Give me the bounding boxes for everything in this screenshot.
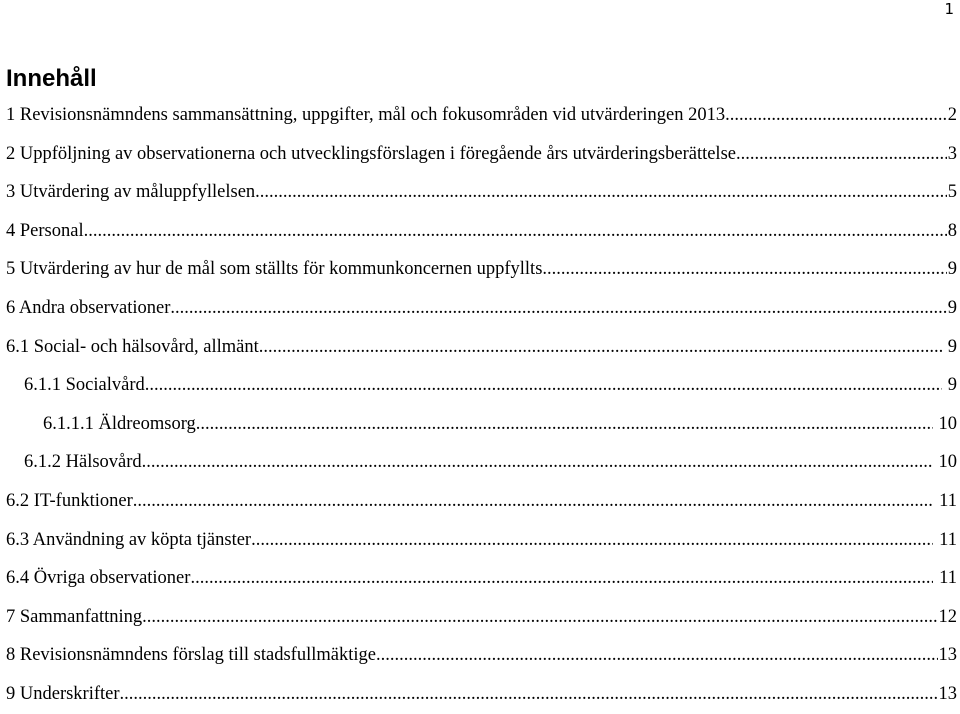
toc-entry-title: 2 Uppföljning av observationerna och utvecklingsförslagen i föregående års utvärderingsberättelse bbox=[6, 143, 736, 164]
toc-entry-page: 11 bbox=[939, 490, 957, 511]
toc-entry[interactable] bbox=[6, 559, 957, 598]
toc-entry[interactable] bbox=[6, 173, 957, 212]
toc-entry[interactable] bbox=[6, 328, 957, 367]
toc-entry-title: 9 Underskrifter bbox=[6, 683, 120, 704]
toc-entry-page: 12 bbox=[938, 606, 957, 627]
toc-entry-title: 6.1.1 Socialvård bbox=[24, 375, 145, 396]
toc-entry[interactable] bbox=[6, 135, 957, 174]
toc-dot-leader bbox=[725, 96, 947, 135]
page-number: 1 bbox=[944, 0, 954, 18]
toc-entry[interactable] bbox=[6, 366, 957, 405]
toc-dot-leader bbox=[736, 135, 947, 174]
toc-entry-page: 13 bbox=[938, 683, 957, 704]
toc-dot-leader bbox=[142, 598, 937, 637]
toc-entry-page: 2 bbox=[947, 105, 957, 125]
toc-entry-title: 6.1 Social- och hälsovård, allmänt bbox=[6, 336, 259, 357]
toc-entry[interactable] bbox=[6, 250, 957, 289]
toc-entry-title: 6.1.1.1 Äldreomsorg bbox=[43, 413, 196, 434]
toc-entry-page: 5 bbox=[947, 182, 957, 203]
toc-dot-leader bbox=[142, 443, 933, 482]
toc-entry-title: 7 Sammanfattning bbox=[6, 606, 143, 627]
toc-entry-title: 6.4 Övriga observationer bbox=[6, 568, 191, 589]
toc-entry[interactable] bbox=[6, 405, 957, 444]
toc-entry[interactable] bbox=[6, 443, 957, 482]
toc-entry-title: 6.1.2 Hälsovård bbox=[24, 452, 142, 473]
toc-entry-title: 1 Revisionsnämndens sammansättning, uppgifter, mål och fokusområden vid utvärderingen 2013 bbox=[6, 105, 726, 125]
toc-entry-title: 8 Revisionsnämndens förslag till stadsfullmäktige bbox=[6, 645, 376, 666]
toc-dot-leader bbox=[251, 521, 933, 560]
toc-dot-leader bbox=[145, 366, 942, 405]
toc-entry[interactable] bbox=[6, 636, 957, 675]
toc-entry[interactable] bbox=[6, 96, 957, 135]
toc-entry[interactable] bbox=[6, 212, 957, 251]
toc-entry-page: 11 bbox=[939, 568, 957, 589]
toc-entry[interactable] bbox=[6, 675, 957, 714]
toc-entry[interactable] bbox=[6, 482, 957, 521]
toc-entry-page: 9 bbox=[947, 297, 957, 318]
toc-entry-title: 6.3 Användning av köpta tjänster bbox=[6, 529, 252, 550]
toc-entry-page: 9 bbox=[947, 375, 957, 396]
toc-title: Innehåll bbox=[6, 65, 97, 92]
toc-entry-page: 10 bbox=[938, 413, 957, 434]
toc-entry-title: 5 Utvärdering av hur de mål som ställts för kommunkoncernen uppfyllts bbox=[6, 259, 543, 280]
toc-entry-title: 6.2 IT-funktioner bbox=[6, 490, 133, 511]
toc-dot-leader bbox=[376, 636, 938, 675]
toc-dot-leader bbox=[255, 173, 947, 212]
toc-entry-page: 3 bbox=[947, 143, 957, 164]
toc-entry-page: 8 bbox=[947, 220, 957, 241]
toc-entry-page: 13 bbox=[938, 645, 957, 666]
toc-entry-title: 6 Andra observationer bbox=[6, 297, 171, 318]
toc-entry-page: 10 bbox=[938, 452, 957, 473]
toc-entry-page: 9 bbox=[947, 259, 957, 280]
toc-entry-title: 4 Personal bbox=[6, 220, 84, 241]
toc-dot-leader bbox=[133, 482, 933, 521]
toc-entry[interactable] bbox=[6, 598, 957, 637]
toc-entry-title: 3 Utvärdering av måluppfyllelsen bbox=[6, 182, 256, 203]
toc-entry[interactable] bbox=[6, 289, 957, 328]
toc-dot-leader bbox=[542, 250, 946, 289]
toc-dot-leader bbox=[84, 212, 947, 251]
toc-entry-page: 11 bbox=[939, 529, 957, 550]
toc-entry[interactable] bbox=[6, 521, 957, 560]
toc-entry-page: 9 bbox=[947, 336, 957, 357]
toc-dot-leader bbox=[120, 675, 938, 714]
toc-dot-leader bbox=[196, 405, 933, 444]
toc-dot-leader bbox=[190, 559, 933, 598]
table-of-contents bbox=[6, 96, 957, 714]
toc-dot-leader bbox=[170, 289, 946, 328]
toc-dot-leader bbox=[259, 328, 942, 367]
